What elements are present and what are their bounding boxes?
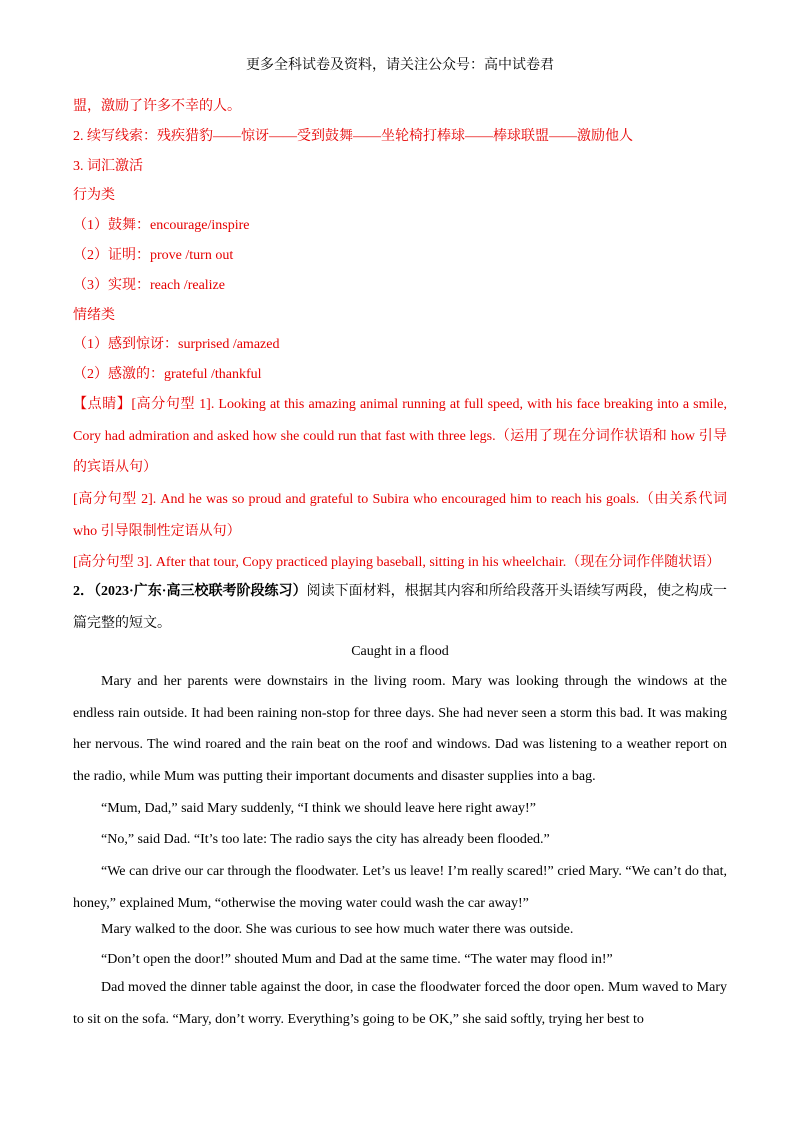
question-prompt bbox=[73, 576, 727, 639]
page-header: 更多全科试卷及资料，请关注公众号：高中试卷君 bbox=[246, 58, 554, 73]
question-instruction: 阅读下面材料，根据其内容和所给段落开头语续写两段，使之构成一篇完整的短文。 bbox=[73, 584, 728, 631]
category-action: 行为类 bbox=[73, 188, 115, 203]
story-paragraph: Mary and her parents were downstairs in the living room. Mary was looking through the windows at the endless rain outside. It had been raining non-stop for three days. She had never seen a storm this bad. It was making her nervous. The wind roared and the rain beat on the roof and windows. Dad was listening to a weather report on the radio, while Mum was putting their important documents and disaster supplies into a bag. bbox=[73, 674, 727, 784]
vocab-item: （1）感到惊讶：surprised /amazed bbox=[73, 337, 280, 352]
text-line: 盟，激励了许多不幸的人。 bbox=[73, 99, 241, 114]
story-paragraph: “Mum, Dad,” said Mary suddenly, “I think we should leave here right away!” bbox=[101, 801, 536, 816]
story-paragraph: Mary walked to the door. She was curious to see how much water there was outside. bbox=[101, 922, 574, 937]
vocab-item: （2）证明：prove /turn out bbox=[73, 248, 234, 263]
vocab-item: （3）实现：reach /realize bbox=[73, 278, 225, 293]
highlight-sentence-2: [高分句型 2]. And he was so proud and grateful to Subira who encouraged him to reach his goals.（由关系代词 who 引导限制性定语从句） bbox=[73, 492, 727, 539]
category-emotion: 情绪类 bbox=[73, 308, 115, 323]
story-paragraph: “Don’t open the door!” shouted Mum and Dad at the same time. “The water may flood in!” bbox=[101, 952, 613, 967]
story-paragraph: “No,” said Dad. “It’s too late: The radio says the city has already been flooded.” bbox=[101, 832, 550, 847]
vocab-item: （2）感激的：grateful /thankful bbox=[73, 367, 262, 382]
highlight-sentence-1: 【点睛】[高分句型 1]. Looking at this amazing animal running at full speed, with his face breaking into a smile, Cory had admiration and asked how she could run that fast with three legs.（运用了现在分词作状语和 how 引导的宾语从句） bbox=[73, 397, 727, 476]
vocab-item: （1）鼓舞：encourage/inspire bbox=[73, 218, 250, 233]
story-paragraph: “We can drive our car through the floodwater. Let’s us leave! I’m really scared!” cried Mary. “We can’t do that, honey,” explained Mum, “otherwise the moving water could wash the car away!” bbox=[73, 864, 727, 911]
story-title: Caught in a flood bbox=[351, 644, 449, 659]
vocab-heading: 3. 词汇激活 bbox=[73, 159, 143, 174]
continuation-clues: 2. 续写线索：残疾猎豹——惊讶——受到鼓舞——坐轮椅打棒球——棒球联盟——激励他人 bbox=[73, 129, 633, 144]
question-number: 2． bbox=[73, 584, 95, 599]
question-source: （2023·广东·高三校联考阶段练习） bbox=[94, 584, 307, 599]
highlight-sentence-3: [高分句型 3]. After that tour, Copy practiced playing baseball, sitting in his wheelchair.（现在分词作伴随状语） bbox=[73, 555, 721, 570]
story-paragraph: Dad moved the dinner table against the door, in case the floodwater forced the door open. Mum waved to Mary to sit on the sofa. “Mary, don’t worry. Everything’s going to be OK,” she said softly, trying her best to bbox=[73, 980, 727, 1027]
